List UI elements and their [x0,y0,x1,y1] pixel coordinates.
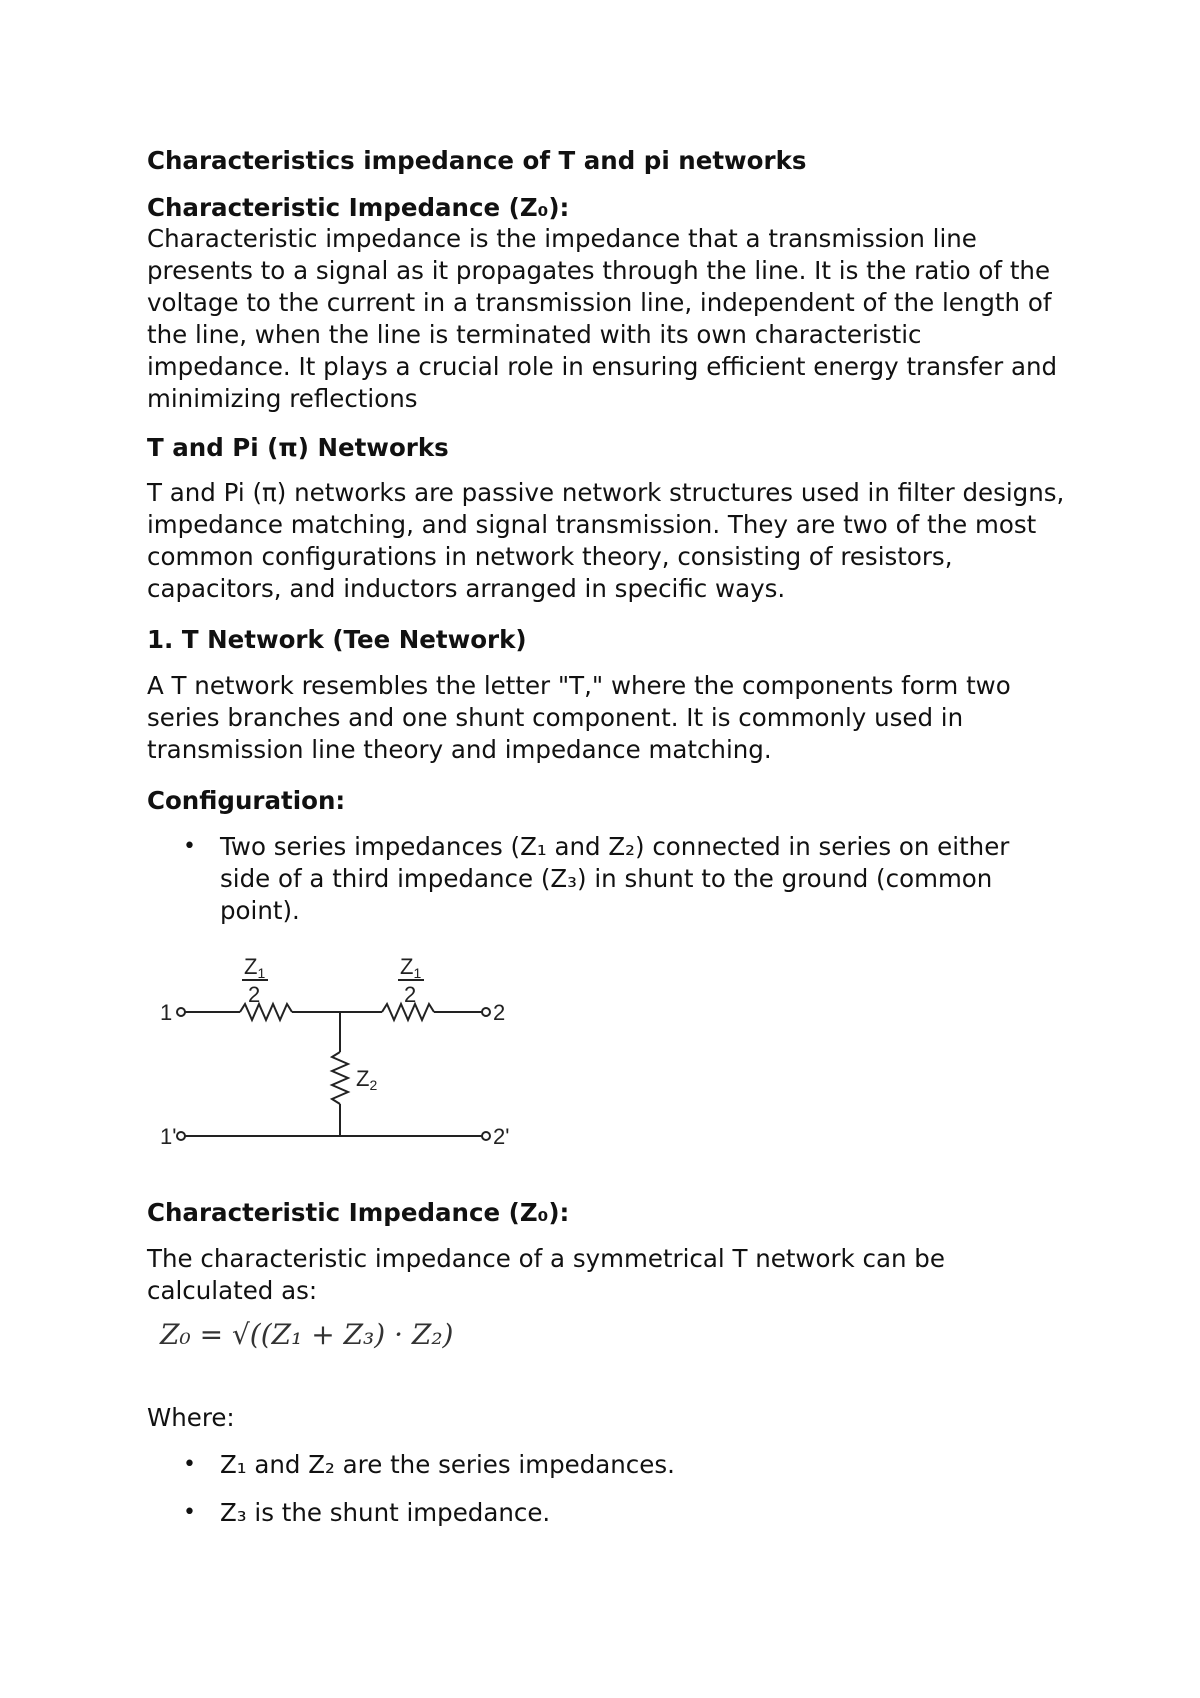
terminal-2p [482,1132,490,1140]
paragraph-t-network: A T network resembles the letter "T," where the components form two series branches and one shunt component. It is commonly used in transmission line theory and impedance matching. [147,671,1011,764]
document-title: Characteristics impedance of T and pi networks [147,146,807,175]
where-list [147,1449,1037,1545]
z-shunt-label: Z2 [356,1066,378,1093]
configuration-list [147,831,1037,927]
paragraph-calculation: The characteristic impedance of a symmetrical T network can be calculated as: [147,1244,945,1305]
port-2-label: 2 [493,1000,506,1025]
terminal-1 [177,1008,185,1016]
z-right-denominator: 2 [404,982,417,1007]
t-network-diagram [160,940,520,1165]
port-2p-label: 2' [493,1124,510,1149]
resistor-shunt [332,1052,348,1104]
list-item: • Z₃ is the shunt impedance. [147,1497,1037,1529]
formula-z0: Z₀ = √((Z₁ + Z₃) · Z₂) [160,1318,454,1351]
heading-t-and-pi-networks: T and Pi (π) Networks [147,433,449,462]
list-item: • Z₁ and Z₂ are the series impedances. [147,1449,1037,1481]
heading-configuration: Configuration: [147,786,346,815]
terminal-1p [177,1132,185,1140]
heading-characteristic-impedance-t: Characteristic Impedance (Z₀): [147,1198,570,1227]
terminal-2 [482,1008,490,1016]
paragraph-characteristic-impedance: Characteristic impedance is the impedance that a transmission line presents to a signal as it propagates through the line. It is the ratio of the voltage to the current in a transmission line, independent of the length of the line, when the line is terminated with its own characteristic impedance. It plays a crucial role in ensuring efficient energy transfer and minimizing reflections [147,224,1058,413]
z-left-numerator: Z1 [244,954,266,981]
z-right-numerator: Z1 [400,954,422,981]
port-1-label: 1 [160,1000,173,1025]
heading-characteristic-impedance: Characteristic Impedance (Z₀): [147,193,570,222]
z-left-denominator: 2 [248,982,261,1007]
paragraph-t-and-pi-networks: T and Pi (π) networks are passive network structures used in filter designs, impedance matching, and signal transmission. They are two of the most common configurations in network theory, consisting of resistors, capacitors, and inductors arranged in specific ways. [147,478,1065,603]
heading-t-network: 1. T Network (Tee Network) [147,625,527,654]
list-item: • Two series impedances (Z₁ and Z₂) connected in series on either side of a third impedance (Z₃) in shunt to the ground (common point). [147,831,1037,927]
where-label: Where: [147,1403,235,1432]
port-1p-label: 1' [160,1124,177,1149]
